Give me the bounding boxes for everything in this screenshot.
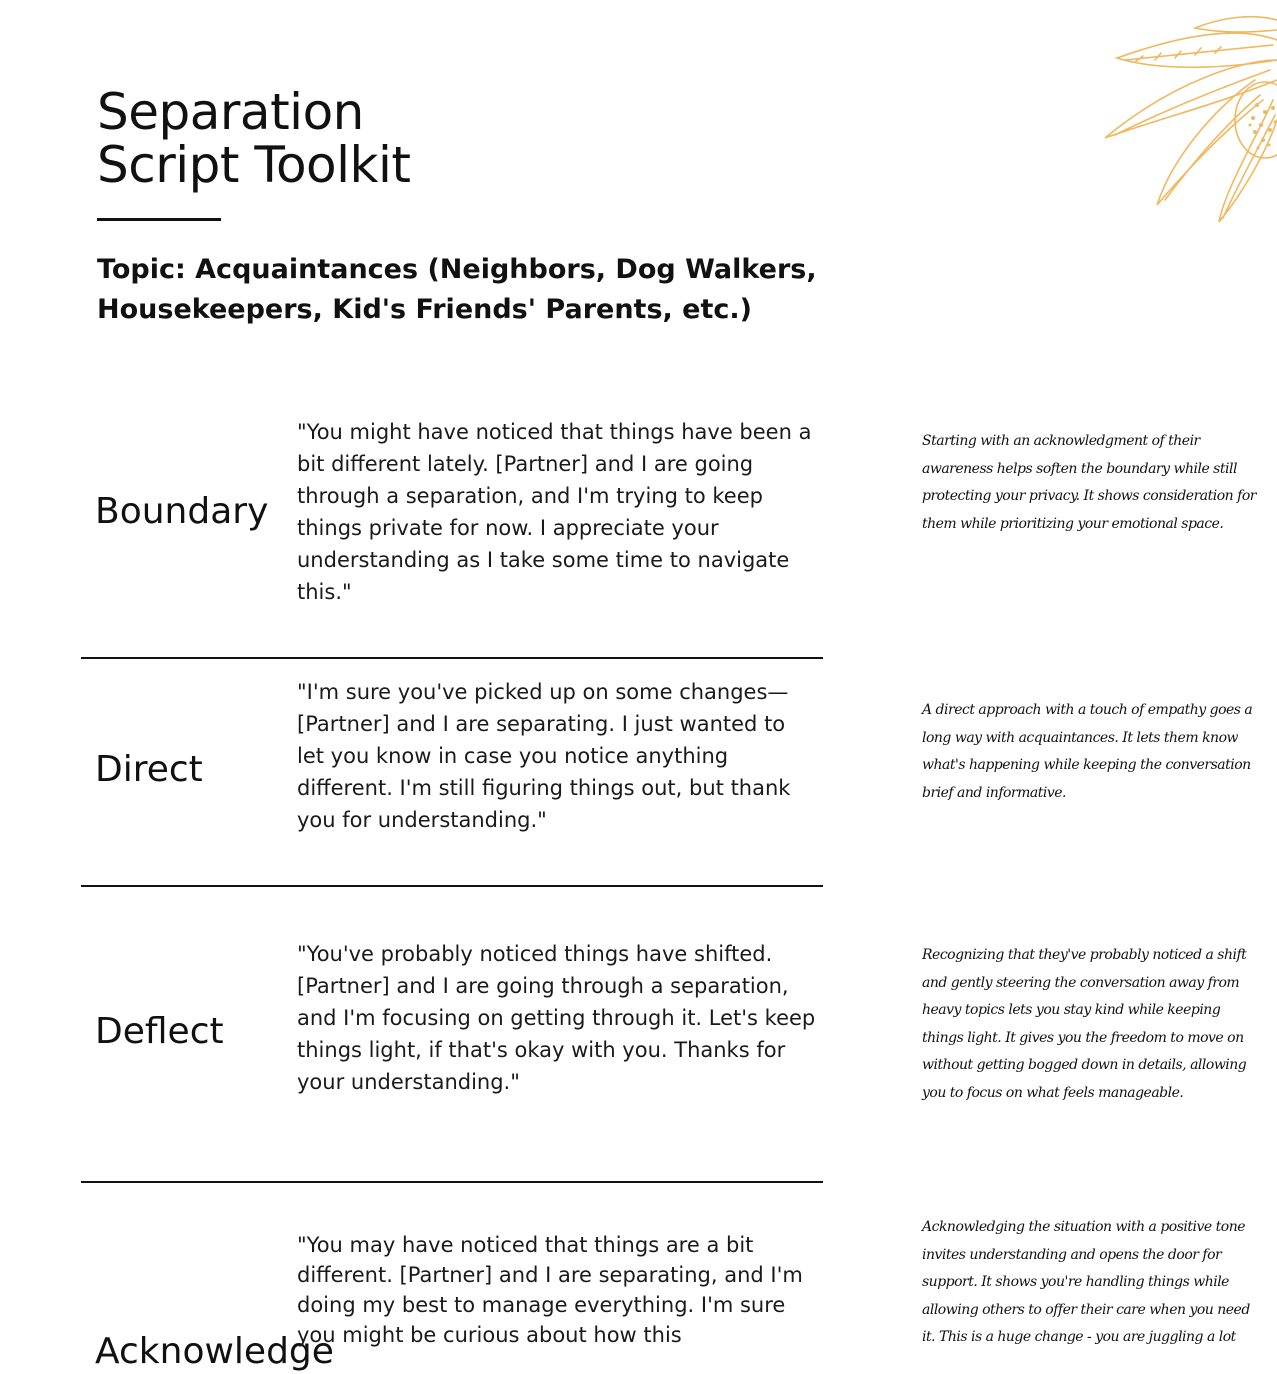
- script-deflect: "You've probably noticed things have shifted. [Partner] and I are going through a separation, and I'm focusing on getting through it. Let's keep things light, if that's okay with you. Thanks for your understanding.": [297, 942, 816, 1094]
- topic-line-2: Housekeepers, Kid's Friends' Parents, etc.): [97, 294, 753, 325]
- title-underline: [97, 218, 221, 221]
- topic-line-1: Topic: Acquaintances (Neighbors, Dog Walkers,: [97, 254, 817, 285]
- row-divider: [81, 657, 823, 659]
- row-label-direct: Direct: [95, 749, 203, 790]
- title-line-1: Separation: [97, 83, 364, 141]
- note-deflect: Recognizing that they've probably noticed a shift and gently steering the conversation away from heavy topics lets you stay kind while keeping things light. It gives you the freedom to move on without getting bogged down in details, allowing you to focus on what feels manageable.: [922, 947, 1247, 1101]
- row-label-acknowledge: Acknowledge: [95, 1331, 334, 1372]
- row-divider: [81, 1181, 823, 1183]
- row-label-deflect: Deflect: [95, 1011, 224, 1052]
- note-acknowledge: Acknowledging the situation with a positive tone invites understanding and opens the door for support. It shows you're handling things while allowing others to offer their care when you need it. This is a huge change - you are juggling a lot: [922, 1219, 1250, 1345]
- row-divider: [81, 885, 823, 887]
- title-line-2: Script Toolkit: [97, 136, 411, 194]
- topic-heading: [97, 250, 897, 330]
- script-direct: "I'm sure you've picked up on some changes—[Partner] and I are separating. I just wanted to let you know in case you notice anything different. I'm still figuring things out, but thank you for understanding.": [297, 680, 791, 832]
- page-title: [97, 83, 411, 194]
- script-acknowledge: "You may have noticed that things are a bit different. [Partner] and I are separating, and I'm doing my best to manage everything. I'm sure you might be curious about how this: [297, 1233, 803, 1347]
- flower-illustration-icon: [1095, 0, 1277, 230]
- note-direct: A direct approach with a touch of empathy goes a long way with acquaintances. It lets them know what's happening while keeping the conversation brief and informative.: [922, 702, 1253, 801]
- note-boundary: Starting with an acknowledgment of their awareness helps soften the boundary while still protecting your privacy. It shows consideration for them while prioritizing your emotional space.: [922, 433, 1256, 532]
- row-label-boundary: Boundary: [95, 491, 269, 532]
- script-boundary: "You might have noticed that things have been a bit different lately. [Partner] and I are going through a separation, and I'm trying to keep things private for now. I appreciate your understanding as I take some time to navigate this.": [297, 420, 812, 604]
